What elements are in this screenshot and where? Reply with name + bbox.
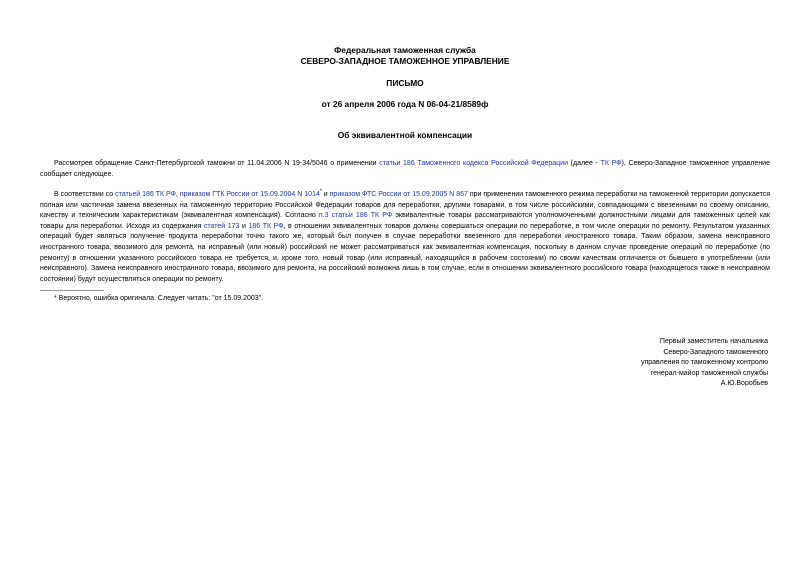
footnote-marker: * bbox=[319, 188, 322, 195]
agency-name: Федеральная таможенная служба bbox=[334, 45, 476, 55]
text-run: и bbox=[321, 191, 330, 198]
text-run: , в отношении эквивалентных товаров должны совершаться операции по переработке, в том числе операции по ремонту. Результатом указанных операций будет являться получение продукта переработки точно такого же, который был получен в случае переработки ввезенного для переработки иностранного товара. Таким образом, замена неисправного иностранного товара, ввозимого для ремонта, на исправный (или новый) российский не может рассматриваться как эквивалентная компенсация, поскольку в данном случае проведение операций по переработке (по ремонту) в отношении указанного российского товара не требуется, и, кроме того, новый товар (или исправный, находящийся в рабочем состоянии) по своим качествам отличается от бывшего в употреблении (или неисправного). Замена неисправного иностранного товара, ввозимого для ремонта, на российский возможна лишь в том случае, если в отношении эквивалентного российского товара (находящегося также в неисправном состоянии) будут осуществляться операции по ремонту. bbox=[40, 222, 770, 283]
document-type: ПИСЬМО bbox=[386, 78, 424, 88]
text-run: при применении таможенного режима переработки на таможенной территории допускается полная или частичная замена ввезенных на таможенную территорию Российской Федерации товаров для переработки, другими товарами, в том числе российскими, совпадающими с ввезенными по своему описанию, качеству и техническим характеристикам (эквивалентная компенсация). Согласно bbox=[40, 191, 770, 220]
text-run: , bbox=[175, 191, 180, 198]
signature-line: Северо-Западного таможенного bbox=[663, 348, 768, 356]
document-page bbox=[40, 0, 770, 571]
signature-line: Первый заместитель начальника bbox=[659, 338, 768, 345]
paragraph-intro bbox=[40, 159, 770, 180]
link-article-186-customs-code[interactable]: статьи 186 Таможенного кодекса Российской Федерации bbox=[379, 160, 568, 167]
link-tk-rf[interactable]: ТК РФ bbox=[600, 160, 622, 167]
link-article-186[interactable]: статьей 186 ТК РФ bbox=[115, 191, 176, 198]
text-run: В соответствии со bbox=[54, 191, 116, 198]
office-name: СЕВЕРО-ЗАПАДНОЕ ТАМОЖЕННОЕ УПРАВЛЕНИЕ bbox=[300, 56, 510, 66]
text-run: ), Северо-Западное таможенное управление сообщает следующее. bbox=[40, 160, 770, 178]
footnote-text: * Вероятно, ошибка оригинала. Следует читать: "от 15.09.2003". bbox=[54, 295, 264, 302]
link-order-fts-867[interactable]: приказом ФТС России от 15.09.2005 N 867 bbox=[329, 191, 468, 198]
text-run: (далее - bbox=[567, 160, 601, 167]
signature-line: управления по таможенному контролю bbox=[640, 359, 768, 367]
signature-block bbox=[568, 337, 768, 390]
text-run: эквивалентные товары рассматриваются уполномоченными должностными лицами для таможенных целей как товары для переработки. Исходя из содержания bbox=[40, 212, 770, 230]
signature-line: генерал-майор таможенной службы bbox=[650, 369, 768, 377]
link-order-gtk-1014[interactable]: приказом ГТК России от 15.09.2004 N 1014 bbox=[179, 191, 320, 198]
paragraph-main bbox=[40, 190, 770, 285]
footnote-divider bbox=[40, 290, 104, 291]
link-clause-3-article-186[interactable]: п.3 статьи 186 ТК РФ bbox=[318, 212, 393, 220]
document-date-number: от 26 апреля 2006 года N 06-04-21/8589ф bbox=[321, 99, 489, 109]
signatory-name: А.Ю.Воробьев bbox=[720, 380, 768, 388]
text-run: и bbox=[239, 222, 249, 230]
link-article-173[interactable]: статей 173 bbox=[203, 222, 240, 230]
text-run: Рассмотрев обращение Санкт-Петербургской таможни от 11.04.2006 N 19-34/5046 о применении bbox=[54, 160, 380, 167]
document-subject: Об эквивалентной компенсации bbox=[337, 130, 473, 140]
link-article-186-tk[interactable]: 186 ТК РФ bbox=[248, 222, 284, 230]
